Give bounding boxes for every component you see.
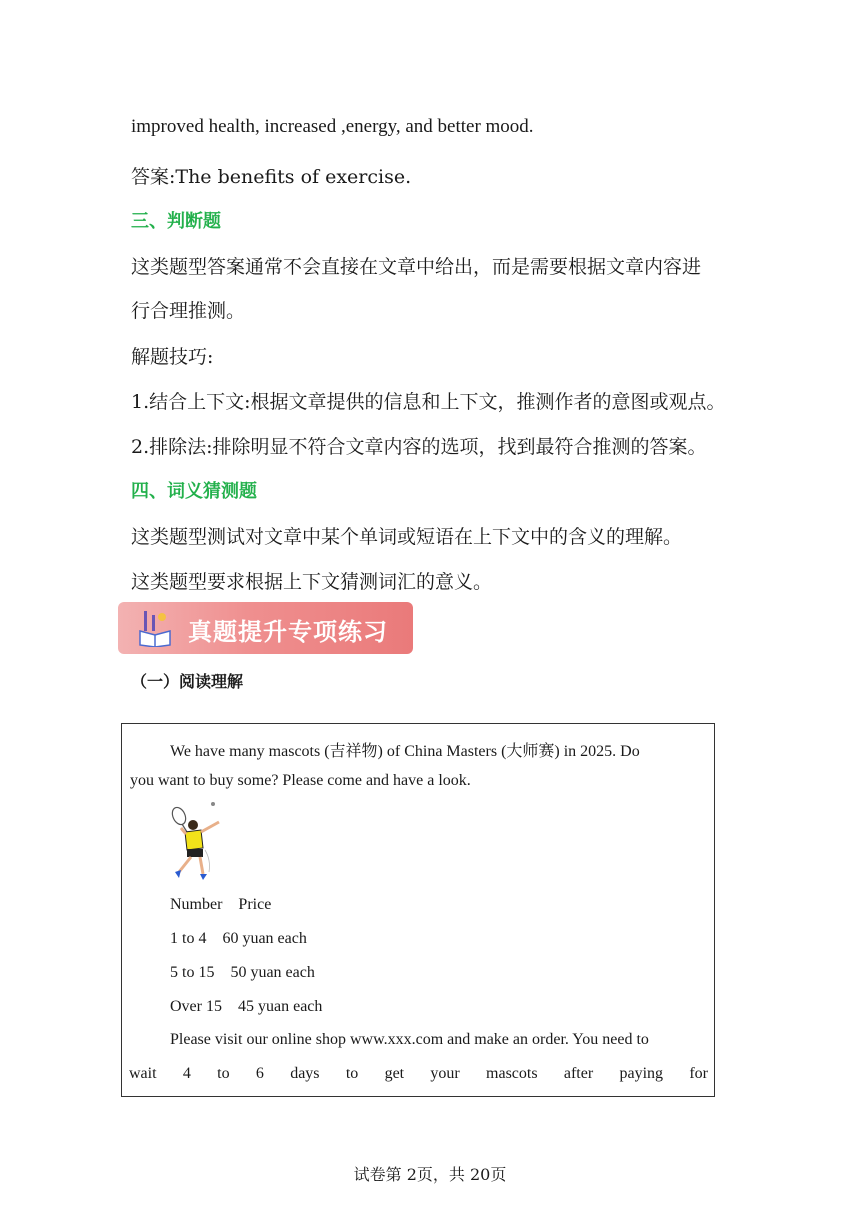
section-title: （一）阅读理解 (131, 672, 244, 691)
price-row-2: 5 to 15 50 yuan each (170, 964, 315, 981)
word: get (384, 1065, 405, 1082)
line-9: 这类题型测试对文章中某个单词或短语在上下文中的含义的理解。 (131, 526, 683, 548)
word: to (345, 1065, 359, 1082)
word: wait (129, 1065, 157, 1082)
word: days (290, 1065, 320, 1082)
table-header: Number Price (170, 896, 272, 913)
page-footer: 试卷第 2页，共 20页 (353, 1165, 507, 1184)
passage-line-1: We have many mascots (吉祥物) of China Masters (大师赛) in 2025. Do (170, 743, 640, 760)
passage-line-2: you want to buy some? Please come and have a look. (130, 772, 471, 789)
line-6: 解题技巧: (131, 346, 214, 368)
word: for (689, 1065, 708, 1082)
word: after (563, 1065, 594, 1082)
heading-word-guess: 四、词义猜测题 (131, 481, 257, 502)
line-7: 1.结合上下文:根据文章提供的信息和上下文，推测作者的意图或观点。 (131, 391, 726, 413)
section-banner (118, 602, 413, 654)
line-1: improved health, increased ,energy, and better mood. (131, 116, 534, 137)
answer-line: 答案:The benefits of exercise. (131, 166, 412, 188)
passage-line-4 (129, 1065, 708, 1083)
line-5: 行合理推测。 (131, 300, 246, 322)
word: your (430, 1065, 460, 1082)
book-icon (138, 609, 172, 647)
word: 4 (182, 1065, 191, 1082)
banner-title: 真题提升专项练习 (188, 618, 388, 646)
word: 6 (255, 1065, 264, 1082)
line-10: 这类题型要求根据上下文猜测词汇的意义。 (131, 571, 493, 593)
line-8: 2.排除法:排除明显不符合文章内容的选项，找到最符合推测的答案。 (131, 436, 707, 458)
price-row-1: 1 to 4 60 yuan each (170, 930, 307, 947)
word: mascots (486, 1065, 538, 1082)
word: to (217, 1065, 230, 1082)
badminton-player-illustration (165, 800, 227, 884)
price-row-3: Over 15 45 yuan each (170, 998, 323, 1015)
heading-judgement: 三、判断题 (131, 211, 221, 232)
line-4: 这类题型答案通常不会直接在文章中给出，而是需要根据文章内容进 (131, 256, 702, 278)
passage-line-3: Please visit our online shop www.xxx.com and make an order. You need to (170, 1031, 649, 1048)
word: paying (619, 1065, 664, 1082)
